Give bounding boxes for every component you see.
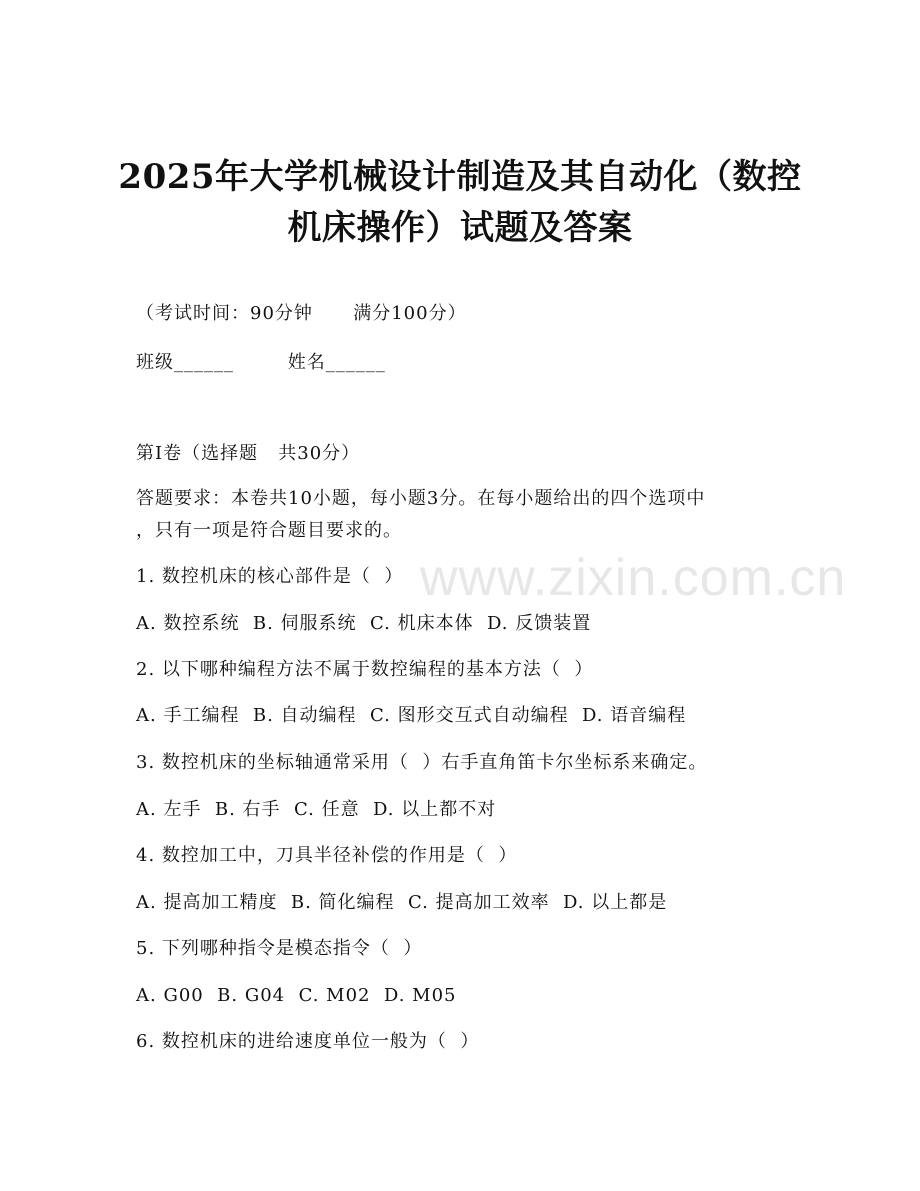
document-title-line-2: 机床操作）试题及答案: [287, 208, 633, 248]
question-1-options: A. 数控系统 B. 伺服系统 C. 机床本体 D. 反馈装置: [136, 613, 592, 634]
document-title-line-1: 2025年大学机械设计制造及其自动化（数控: [118, 157, 802, 197]
question-2-options: A. 手工编程 B. 自动编程 C. 图形交互式自动编程 D. 语音编程: [136, 705, 687, 726]
question-6: 6. 数控机床的进给速度单位一般为（ ）: [136, 1031, 480, 1052]
question-4-options: A. 提高加工精度 B. 简化编程 C. 提高加工效率 D. 以上都是: [136, 892, 668, 913]
watermark: www.zixin.com.cn: [420, 549, 847, 607]
instructions-line-1: 答题要求：本卷共10小题，每小题3分。在每小题给出的四个选项中: [136, 488, 706, 509]
instructions-line-2: ，只有一项是符合题目要求的。: [136, 520, 402, 541]
question-3: 3. 数控机床的坐标轴通常采用（ ）右手直角笛卡尔坐标系来确定。: [136, 752, 708, 773]
student-info: 班级______ 姓名______: [136, 352, 386, 373]
question-3-options: A. 左手 B. 右手 C. 任意 D. 以上都不对: [136, 799, 497, 820]
question-1: 1. 数控机床的核心部件是（ ）: [136, 566, 404, 587]
question-2: 2. 以下哪种编程方法不属于数控编程的基本方法（ ）: [136, 659, 594, 680]
exam-info: （考试时间：90分钟 满分100分）: [136, 303, 467, 324]
question-5: 5. 下列哪种指令是模态指令（ ）: [136, 938, 423, 959]
section-header: 第I卷（选择题 共30分）: [136, 443, 361, 464]
question-5-options: A. G00 B. G04 C. M02 D. M05: [136, 985, 457, 1006]
question-4: 4. 数控加工中，刀具半径补偿的作用是（ ）: [136, 845, 518, 866]
